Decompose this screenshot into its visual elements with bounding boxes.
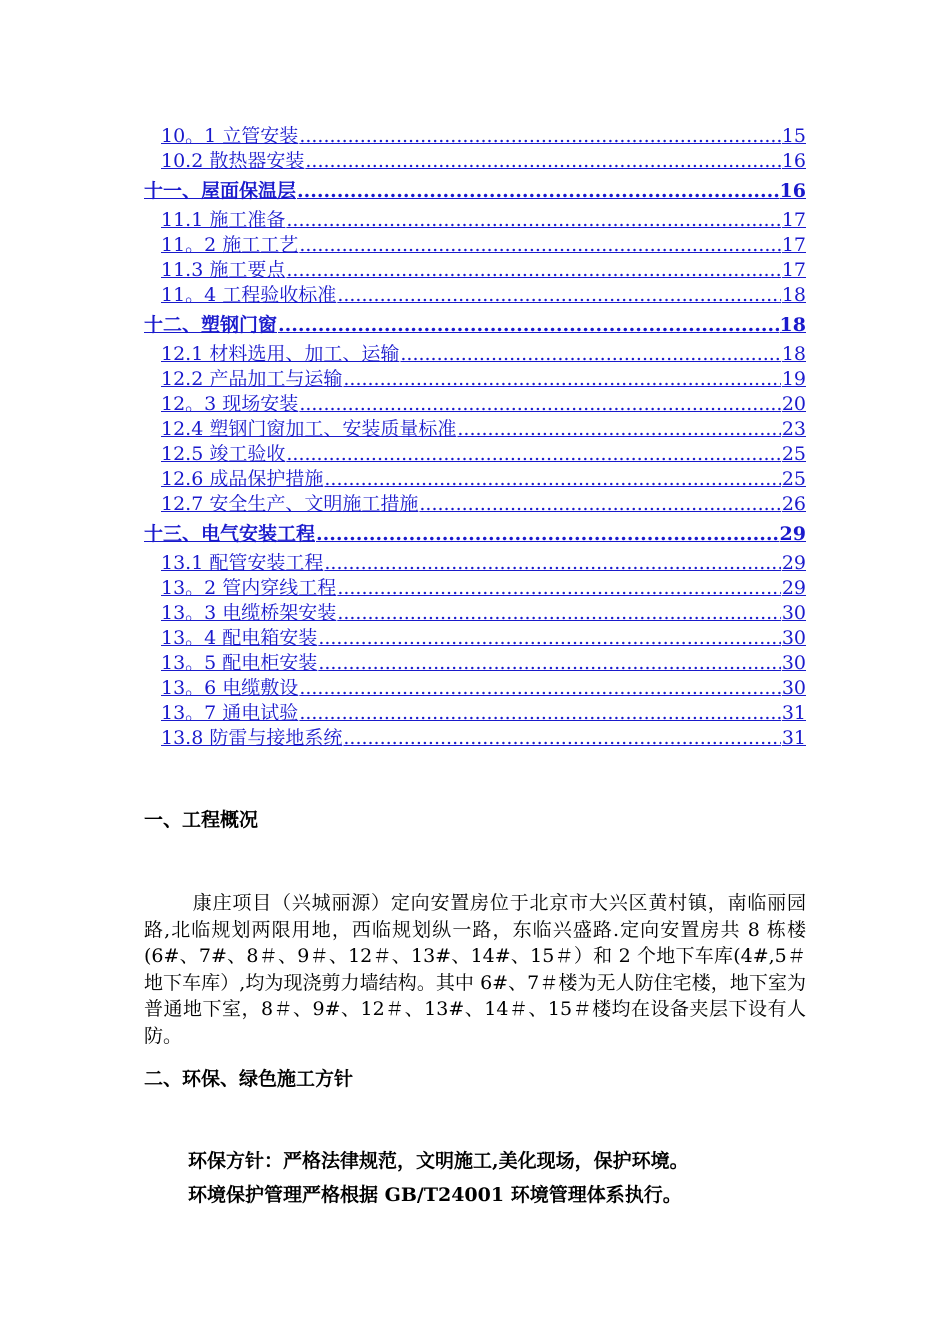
toc-dot-leader [297,174,779,208]
toc-chapter-link[interactable] [144,308,806,342]
toc-section-link[interactable] [144,124,806,149]
toc-entry-title: 11.1 施工准备 [161,209,286,231]
toc-section-link[interactable] [144,601,806,626]
toc-section-link[interactable] [144,342,806,367]
toc-chapter-link[interactable] [144,517,806,551]
toc-page-number: 29 [781,552,806,574]
toc-page-number: 18 [779,314,806,336]
toc-page-number: 30 [781,627,806,649]
toc-page-number: 25 [781,443,806,465]
toc-page-number: 25 [781,468,806,490]
toc-entry-title: 12。3 现场安装 [161,393,299,415]
toc-page-number: 30 [781,677,806,699]
toc-entry-title: 13.8 防雷与接地系统 [161,727,343,749]
toc-page-number: 18 [781,343,806,365]
toc-section-link[interactable] [144,367,806,392]
toc-dot-leader [316,517,779,551]
toc-page-number: 20 [781,393,806,415]
toc-page-number: 29 [779,523,806,545]
toc-entry-title: 12.2 产品加工与运输 [161,368,343,390]
toc-dot-leader [324,551,780,576]
section1-heading: 一、工程概况 [144,809,259,831]
toc-section-link[interactable] [144,576,806,601]
toc-section-link[interactable] [144,149,806,174]
toc-page-number: 15 [781,125,806,147]
toc-dot-leader [419,492,780,517]
toc-section-link[interactable] [144,492,806,517]
toc-entry-title: 12.5 竣工验收 [161,443,286,465]
toc-section-link[interactable] [144,283,806,308]
toc-dot-leader [299,392,781,417]
toc-entry-title: 十一、屋面保温层 [144,180,297,202]
toc-entry-title: 12.7 安全生产、文明施工措施 [161,493,419,515]
environmental-management-line: 环境保护管理严格根据 GB/T24001 环境管理体系执行。 [188,1184,682,1206]
toc-section-link[interactable] [144,676,806,701]
section1-body-text: 康庄项目（兴城丽源）定向安置房位于北京市大兴区黄村镇，南临丽园路,北临规划两限用地，西临规划纵一路，东临兴盛路.定向安置房共 8 栋楼(6#、7#、8＃、9＃、12＃、13#、14#、15＃）和 2 个地下车库(4#,5＃地下车库）,均为现浇剪力墙结构。其中 6#、7＃楼为无人防住宅楼，地下室为普通地下室，8＃、9#、12＃、13#、14＃、15＃楼均在设备夹层下设有人防。 [144,892,806,1047]
toc-entry-title: 10.2 散热器安装 [161,150,305,172]
toc-page-number: 31 [781,727,806,749]
toc-dot-leader [457,417,780,442]
toc-section-link[interactable] [144,651,806,676]
toc-entry-title: 11。2 施工工艺 [161,234,299,256]
toc-section-link[interactable] [144,551,806,576]
section1-body [144,890,806,1049]
toc-entry-title: 10。1 立管安装 [161,125,299,147]
toc-entry-title: 13。4 配电箱安装 [161,627,318,649]
toc-page-number: 30 [781,652,806,674]
toc-page-number: 23 [781,418,806,440]
toc-page-number: 18 [781,284,806,306]
toc-dot-leader [286,258,780,283]
environmental-policy-line: 环保方针：严格法律规范，文明施工,美化现场，保护环境。 [188,1150,689,1172]
toc-dot-leader [299,233,781,258]
toc-dot-leader [400,342,780,367]
toc-dot-leader [286,208,780,233]
toc-entry-title: 12.4 塑钢门窗加工、安装质量标准 [161,418,457,440]
toc-dot-leader [343,367,780,392]
toc-section-link[interactable] [144,626,806,651]
toc-section-link[interactable] [144,233,806,258]
toc-entry-title: 13。2 管内穿线工程 [161,577,337,599]
toc-page-number: 31 [781,702,806,724]
toc-section-link[interactable] [144,701,806,726]
table-of-contents [144,124,806,751]
toc-page-number: 26 [781,493,806,515]
toc-section-link[interactable] [144,392,806,417]
toc-dot-leader [318,651,781,676]
toc-entry-title: 12.6 成品保护措施 [161,468,324,490]
toc-dot-leader [337,576,781,601]
toc-dot-leader [286,442,780,467]
toc-page-number: 16 [781,150,806,172]
toc-dot-leader [324,467,780,492]
toc-page-number: 17 [781,234,806,256]
toc-entry-title: 13.1 配管安装工程 [161,552,324,574]
toc-page-number: 30 [781,602,806,624]
toc-section-link[interactable] [144,467,806,492]
toc-page-number: 19 [781,368,806,390]
toc-dot-leader [343,726,780,751]
toc-entry-title: 13。5 配电柜安装 [161,652,318,674]
toc-section-link[interactable] [144,258,806,283]
toc-entry-title: 11.3 施工要点 [161,259,286,281]
toc-dot-leader [278,308,779,342]
toc-section-link[interactable] [144,208,806,233]
toc-section-link[interactable] [144,442,806,467]
toc-page-number: 17 [781,209,806,231]
toc-chapter-link[interactable] [144,174,806,208]
toc-entry-title: 11。4 工程验收标准 [161,284,337,306]
toc-dot-leader [299,701,781,726]
toc-dot-leader [318,626,781,651]
toc-page-number: 29 [781,577,806,599]
toc-dot-leader [299,676,781,701]
toc-entry-title: 12.1 材料选用、加工、运输 [161,343,400,365]
toc-dot-leader [299,124,781,149]
toc-dot-leader [337,601,781,626]
toc-entry-title: 十二、塑钢门窗 [144,314,278,336]
toc-dot-leader [337,283,781,308]
toc-entry-title: 13。3 电缆桥架安装 [161,602,337,624]
toc-page-number: 16 [779,180,806,202]
toc-entry-title: 13。6 电缆敷设 [161,677,299,699]
toc-entry-title: 十三、电气安装工程 [144,523,316,545]
toc-section-link[interactable] [144,417,806,442]
toc-section-link[interactable] [144,726,806,751]
section2-heading: 二、环保、绿色施工方针 [144,1068,354,1090]
toc-entry-title: 13。7 通电试验 [161,702,299,724]
toc-page-number: 17 [781,259,806,281]
toc-dot-leader [305,149,780,174]
